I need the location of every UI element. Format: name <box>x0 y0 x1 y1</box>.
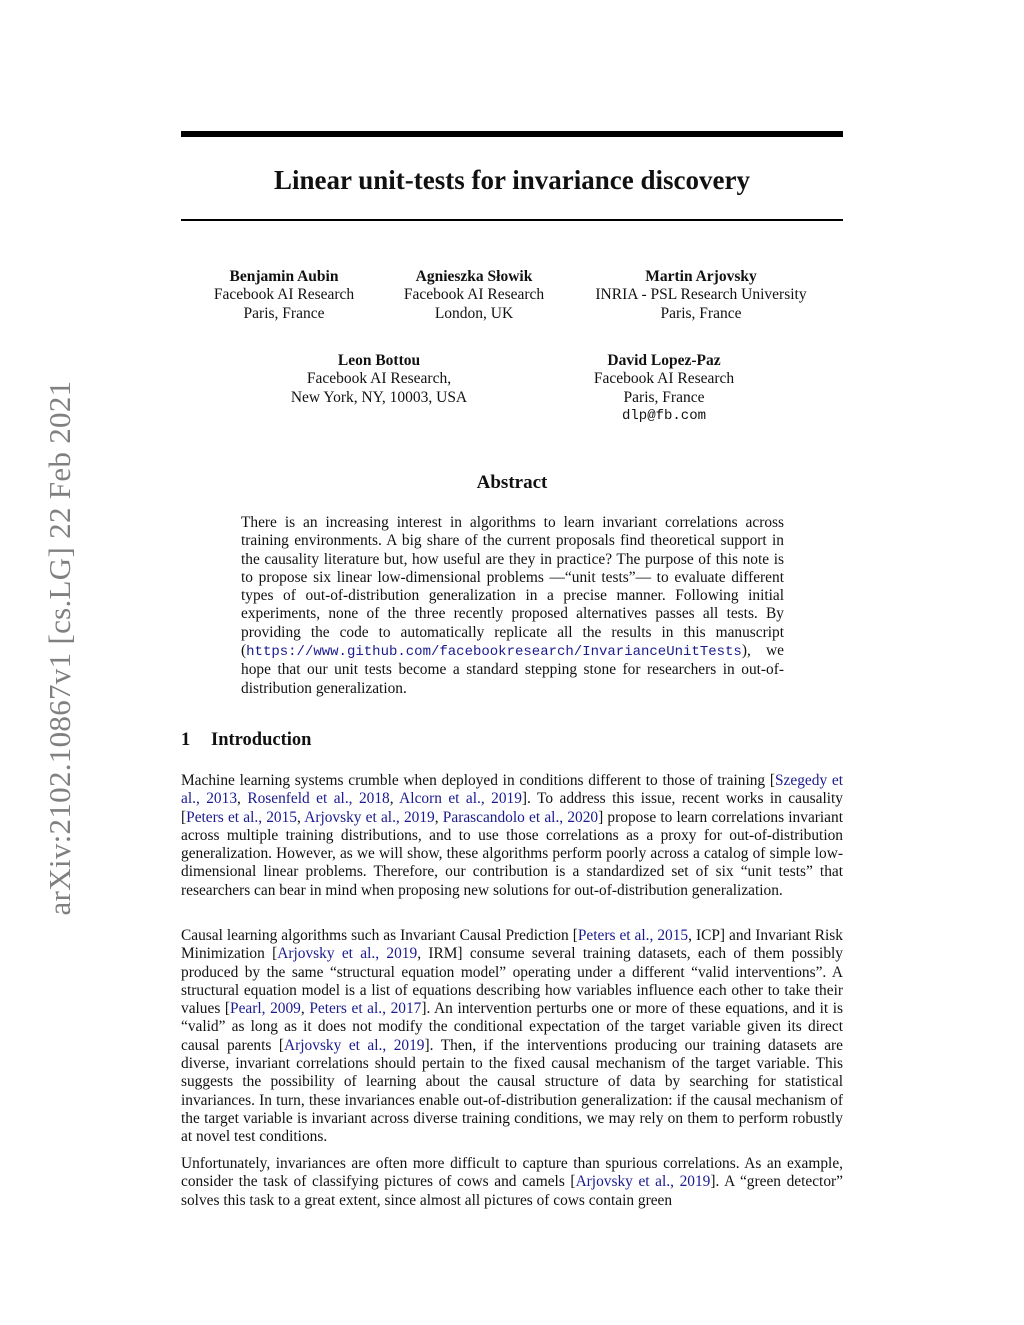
abstract-text <box>241 514 784 698</box>
citation-link[interactable]: Arjovsky et al., 2019 <box>284 1036 425 1054</box>
text-run: ] propose to learn correlations invariant across multiple training distributions, and to use those correlations as a proxy for out-of-distribution generalization. However, as we will show, these algorithms perform poorly across a catalog of simple low-dimensional linear problems. Therefore, our contribution is a standardized set of six “unit tests” that researchers can bear in mind when proposing new solutions for out-of-distribution generalization. <box>181 808 843 899</box>
citation-link[interactable]: Peters et al., 2015 <box>577 927 689 944</box>
text-run: , IRM] consume several training datasets, each of them possibly produced by the same “structural equation model” operating under a different “valid interventions”. A structural equation model is a list of equations describing how variables influence each other to take their values [ <box>181 945 843 1018</box>
title-bottom-rule <box>181 219 843 221</box>
author-location: Paris, France <box>660 304 742 322</box>
author-name: Agnieszka Słowik <box>415 268 533 285</box>
paper-title: Linear unit-tests for invariance discovery <box>274 165 750 195</box>
author-block-aubin <box>214 268 354 323</box>
author-location: Paris, France <box>623 388 705 406</box>
text-run: , <box>297 808 305 826</box>
citation-link[interactable]: Parascandolo et al., 2020 <box>442 808 599 826</box>
text-run: , <box>237 790 248 808</box>
author-affiliation: INRIA - PSL Research University <box>595 286 807 304</box>
citation-link[interactable]: Arjovsky et al., 2019 <box>304 808 435 826</box>
author-block-lopez-paz <box>594 352 734 425</box>
citation-link[interactable]: Szegedy et al., 2013 <box>181 772 843 808</box>
intro-paragraph-2 <box>181 927 843 1147</box>
abstract-heading: Abstract <box>476 472 548 493</box>
author-name: David Lopez-Paz <box>607 352 721 369</box>
citation-link[interactable]: Peters et al., 2015 <box>186 808 298 826</box>
title-top-rule <box>181 131 843 137</box>
author-email: dlp@fb.com <box>621 407 706 424</box>
citation-link[interactable]: Pearl, 2009 <box>230 1000 301 1018</box>
text-run: ]. An intervention perturbs one or more of these equations, and it is “valid” as long as it does not modify the conditional expectation of the target variable given its direct causal parents [ <box>181 1000 844 1054</box>
text-run: ]. A “green detector” solves this task to a great extent, since almost all pictures of cows contain green <box>181 1173 843 1209</box>
author-location: Paris, France <box>243 304 325 322</box>
abstract-part-2: ), we hope that our unit tests become a standard stepping stone for researchers in out-of-distribution generalization. <box>241 642 784 697</box>
abstract-part-1: There is an increasing interest in algorithms to learn invariant correlations across training environments. A big share of the current proposals find theoretical support in the causality literature but, how useful are they in practice? The purpose of this note is to propose six linear low-dimensional problems —“unit tests”— to evaluate different types of out-of-distribution generalization in a precise manner. Following initial experiments, none of the three recently proposed alternatives passes all tests. By providing the code to automatically replicate all the results in this manuscript ( <box>241 514 784 660</box>
text-run: Unfortunately, invariances are often more difficult to capture than spurious correlations. As an example, consider the task of classifying pictures of cows and camels [ <box>181 1155 843 1191</box>
author-affiliation: Facebook AI Research <box>593 370 735 388</box>
section-number: 1 <box>181 730 191 750</box>
text-run: , <box>389 790 400 808</box>
citation-link[interactable]: Alcorn et al., 2019 <box>399 790 522 808</box>
text-run: Causal learning algorithms such as Invariant Causal Prediction [ <box>181 927 578 944</box>
text-run: , <box>434 808 443 826</box>
citation-link[interactable]: Rosenfeld et al., 2018 <box>247 790 390 808</box>
arxiv-stamp: arXiv:2102.10867v1 [cs.LG] 22 Feb 2021 <box>42 380 77 916</box>
citation-link[interactable]: Peters et al., 2017 <box>309 1000 422 1018</box>
intro-paragraph-1 <box>181 772 843 900</box>
text-run: ]. Then, if the interventions producing our training datasets are diverse, invariant correlations should pertain to the fixed causal mechanism of the target variable. This suggests the possibility of learning about the causal structure of data by searching for statistical invariances. In turn, these invariances enable out-of-distribution generalization: if the causal mechanism of the target variable is invariant across diverse training conditions, we may rely on them to perform robustly at novel test conditions. <box>181 1036 844 1146</box>
author-block-bottou <box>291 352 467 407</box>
author-name: Martin Arjovsky <box>645 268 757 285</box>
author-location: New York, NY, 10003, USA <box>290 388 468 406</box>
author-affiliation: Facebook AI Research <box>213 286 355 304</box>
author-affiliation: Facebook AI Research <box>403 286 545 304</box>
citation-link[interactable]: Arjovsky et al., 2019 <box>277 945 418 963</box>
section-heading-introduction <box>181 730 311 751</box>
intro-paragraph-3 <box>181 1155 843 1210</box>
author-affiliation: Facebook AI Research, <box>306 370 452 388</box>
text-run: ]. To address this issue, recent works in causality [ <box>181 790 843 826</box>
text-run: Machine learning systems crumble when deployed in conditions different to those of training [ <box>181 772 775 789</box>
author-name: Leon Bottou <box>337 352 421 369</box>
author-block-arjovsky <box>595 268 806 323</box>
author-block-slowik <box>404 268 544 323</box>
section-title: Introduction <box>211 730 312 750</box>
text-run: , ICP] and Invariant Risk Minimization [ <box>181 927 843 963</box>
text-run: , <box>300 1000 310 1018</box>
citation-link[interactable]: Arjovsky et al., 2019 <box>575 1173 711 1191</box>
code-repository-link[interactable]: https://www.github.com/facebookresearch/InvarianceUnitTests <box>246 644 742 661</box>
author-location: London, UK <box>434 304 514 322</box>
author-name: Benjamin Aubin <box>229 268 339 285</box>
